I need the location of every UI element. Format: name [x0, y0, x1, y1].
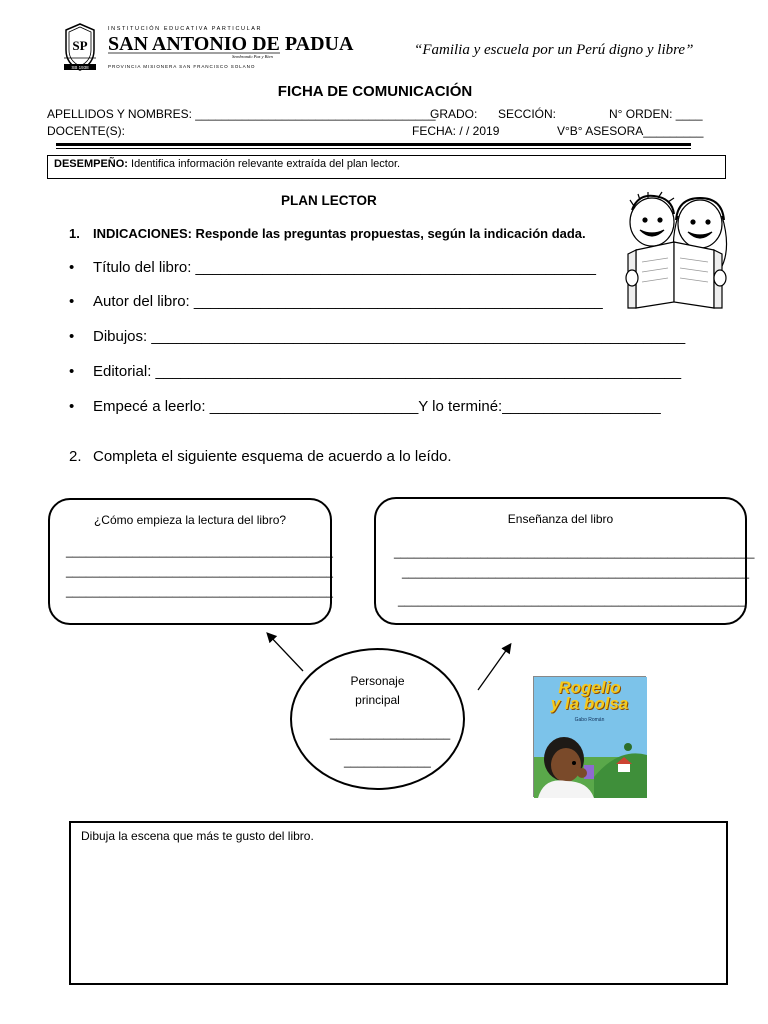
- plan-lector-title: PLAN LECTOR: [281, 193, 377, 208]
- svg-text:INSTITUCIÓN EDUCATIVA PARTICUL: INSTITUCIÓN EDUCATIVA PARTICULAR: [108, 26, 263, 32]
- fechas-lectura-label: Empecé a leerlo: _________________________Y lo terminé:___________________: [93, 398, 661, 415]
- arrow-left-icon: [268, 634, 303, 671]
- answer-line[interactable]: ____________________________________________________: [402, 565, 750, 579]
- bullet-icon: •: [69, 398, 75, 415]
- answer-line[interactable]: _____________: [344, 754, 431, 768]
- answer-line[interactable]: __________________: [330, 726, 451, 740]
- asesora-field[interactable]: V°B° ASESORA_________: [557, 124, 704, 138]
- titulo-label: Título del libro: ________________________________________________: [93, 259, 596, 276]
- arrow-right-icon: [478, 645, 510, 690]
- instructions: [69, 226, 586, 241]
- editorial-label: Editorial: _______________________________________________________________: [93, 363, 682, 380]
- book-cover-title-2: y la bolsa: [550, 694, 629, 713]
- answer-line[interactable]: ________________________________________: [66, 564, 333, 578]
- bullet-icon: •: [69, 328, 75, 345]
- book-cover-image: [533, 676, 646, 797]
- answer-line[interactable]: ________________________________________: [66, 584, 333, 598]
- titulo-field[interactable]: [69, 259, 596, 276]
- orden-field[interactable]: N° ORDEN: ____: [609, 107, 703, 121]
- dibujos-label: Dibujos: ________________________________________________________________: [93, 328, 686, 345]
- svg-text:PROVINCIA MISIONERA SAN FRANCI: PROVINCIA MISIONERA SAN FRANCISCO SOLANO: [108, 64, 256, 69]
- desempeno-label: DESEMPEÑO:: [54, 158, 128, 170]
- sheet-title: FICHA DE COMUNICACIÓN: [277, 83, 473, 100]
- instructions-text: INDICACIONES: Responde las preguntas propuestas, según la indicación dada.: [93, 226, 586, 241]
- question-2: [69, 448, 452, 465]
- answer-line[interactable]: ________________________________________: [66, 544, 333, 558]
- svg-text:SAN ANTONIO DE PADUA: SAN ANTONIO DE PADUA: [108, 33, 354, 55]
- docente-field[interactable]: DOCENTE(S):: [47, 124, 125, 138]
- personaje-title-2: principal: [355, 693, 400, 707]
- instructions-number: 1.: [69, 226, 80, 241]
- svg-text:Sembrando Paz y Bien: Sembrando Paz y Bien: [232, 54, 273, 59]
- ensenanza-box[interactable]: [374, 497, 755, 625]
- inicio-lectura-box[interactable]: [48, 498, 332, 625]
- autor-label: Autor del libro: _________________________________________________: [93, 293, 603, 310]
- school-logo: [62, 20, 354, 72]
- book-cover-title-1: Rogelio: [558, 678, 621, 697]
- seccion-field[interactable]: SECCIÓN:: [498, 107, 557, 121]
- bullet-icon: •: [69, 293, 75, 310]
- kids-reading-illustration: [618, 190, 733, 310]
- answer-line[interactable]: ____________________________________________________: [398, 593, 746, 607]
- bullet-icon: •: [69, 259, 75, 276]
- bullet-icon: •: [69, 363, 75, 380]
- svg-text:SB 1938: SB 1938: [71, 65, 89, 70]
- inicio-lectura-title: ¿Cómo empieza la lectura del libro?: [93, 513, 287, 527]
- dibujos-field[interactable]: [69, 328, 685, 345]
- svg-text:SP: SP: [72, 38, 88, 53]
- personaje-title-1: Personaje: [350, 674, 405, 688]
- apellidos-field[interactable]: APELLIDOS Y NOMBRES: ____________________________________: [47, 107, 436, 121]
- fechas-lectura-field[interactable]: [69, 398, 661, 415]
- grado-field[interactable]: GRADO:: [430, 107, 478, 121]
- header-divider-thin: [56, 148, 691, 149]
- autor-field[interactable]: [69, 293, 603, 310]
- fecha-field[interactable]: FECHA: / / 2019: [412, 124, 500, 138]
- drawing-prompt: Dibuja la escena que más te gusto del libro.: [81, 829, 314, 843]
- desempeno-box: [47, 155, 726, 179]
- school-motto: “Familia y escuela por un Perú digno y libre”: [414, 42, 694, 58]
- answer-line[interactable]: ______________________________________________________: [394, 545, 755, 559]
- drawing-area[interactable]: [69, 821, 728, 985]
- desempeno-text: Identifica información relevante extraída del plan lector.: [127, 158, 401, 170]
- ensenanza-title: Enseñanza del libro: [507, 512, 614, 526]
- editorial-field[interactable]: [69, 363, 681, 380]
- book-cover-author: Gabo Román: [574, 717, 605, 723]
- question-2-number: 2.: [69, 448, 82, 465]
- header-divider: [56, 143, 691, 146]
- personaje-principal-circle[interactable]: [290, 648, 465, 790]
- question-2-text: Completa el siguiente esquema de acuerdo a lo leído.: [93, 448, 452, 465]
